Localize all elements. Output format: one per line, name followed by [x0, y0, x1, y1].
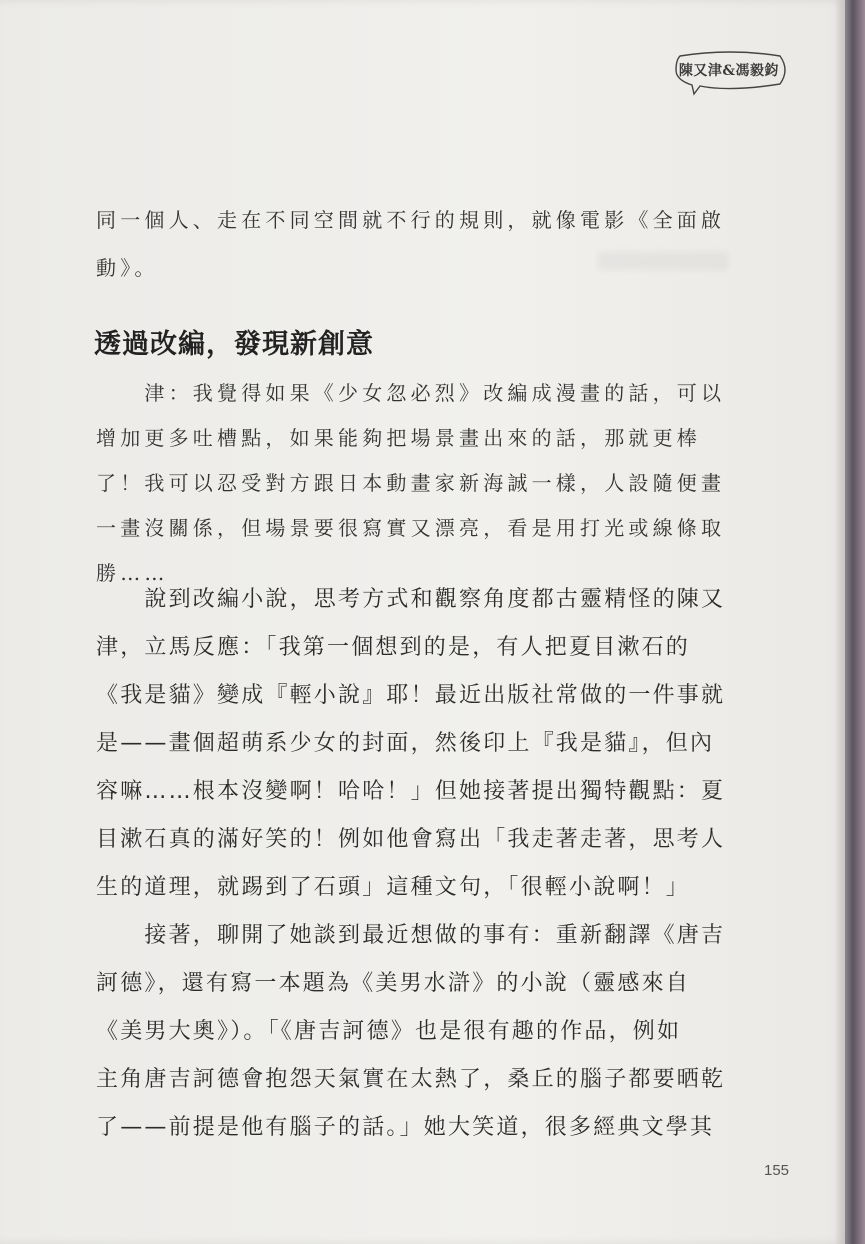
text-line: 目漱石真的滿好笑的！例如他會寫出「我走著走著，思考人	[96, 827, 726, 852]
text-line: 一畫沒關係，但場景要很寫實又漂亮，看是用打光或線條取	[96, 516, 726, 540]
page-number: 155	[764, 1162, 790, 1179]
text-line: 接著，聊開了她談到最近想做的事有：重新翻譯《唐吉	[96, 923, 726, 948]
header-badge	[670, 50, 790, 94]
text-line: 津：我覺得如果《少女忽必烈》改編成漫畫的話，可以	[96, 381, 726, 405]
text-line: 同一個人、走在不同空間就不行的規則，就像電影《全面啟	[96, 208, 726, 232]
text-line: 增加更多吐槽點，如果能夠把場景畫出來的話，那就更棒	[96, 426, 701, 450]
text-line: 了——前提是他有腦子的話。」她大笑道，很多經典文學其	[96, 1115, 715, 1140]
text-line: 主角唐吉訶德會抱怨天氣實在太熱了，桑丘的腦子都要晒乾	[96, 1067, 726, 1092]
book-edge	[845, 0, 865, 1244]
text-line: 訶德》，還有寫一本題為《美男水滸》的小說（靈感來自	[96, 971, 691, 996]
author-names: 陳又津&馮毅鈞	[678, 63, 780, 79]
text-line: 生的道理，就踢到了石頭」這種文句，「很輕小說啊！」	[96, 875, 691, 900]
text-line: 《美男大奧》）。「《唐吉訶德》也是很有趣的作品，例如	[96, 1019, 682, 1044]
text-line: 津，立馬反應：「我第一個想到的是，有人把夏目漱石的	[96, 635, 691, 660]
text-line: 容嘛……根本沒變啊！哈哈！」但她接著提出獨特觀點：夏	[96, 779, 726, 804]
bleed-through-mark	[598, 252, 728, 270]
text-line: 是——畫個超萌系少女的封面，然後印上『我是貓』，但內	[96, 731, 715, 756]
text-line: 了！我可以忍受對方跟日本動畫家新海誠一樣，人設隨便畫	[96, 471, 726, 495]
page-gutter-shadow	[835, 0, 845, 1244]
text-line: 說到改編小說，思考方式和觀察角度都古靈精怪的陳又	[96, 587, 726, 612]
section-heading: 透過改編，發現新創意	[94, 329, 374, 360]
text-line: 《我是貓》變成『輕小說』耶！最近出版社常做的一件事就	[96, 683, 726, 708]
text-line: 勝……	[96, 561, 169, 585]
text-line: 動》。	[96, 256, 159, 280]
